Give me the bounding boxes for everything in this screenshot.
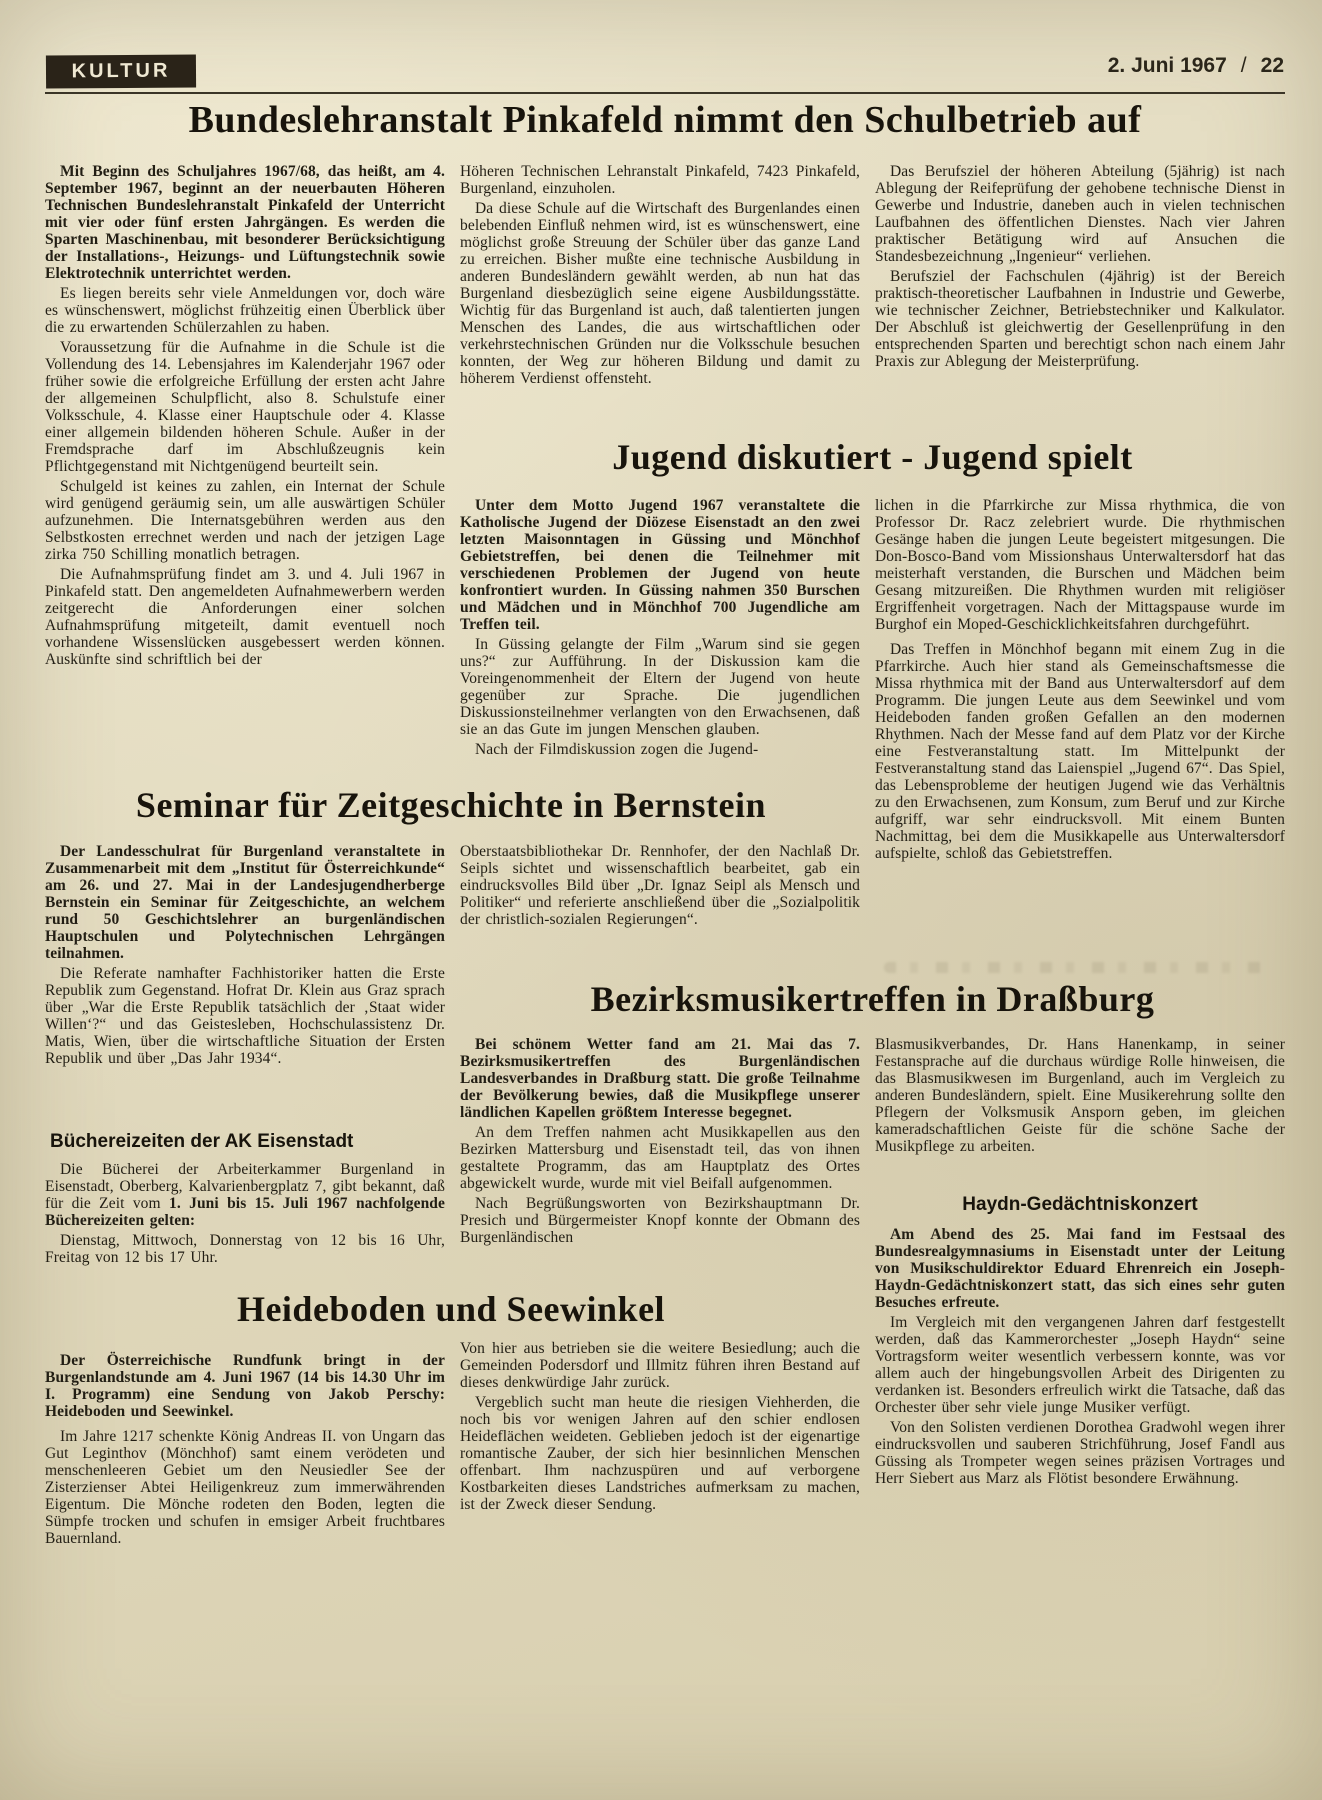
paragraph: Dienstag, Mittwoch, Donnerstag von 12 bis 16 Uhr, Freitag von 12 bis 17 Uhr. — [45, 1232, 445, 1266]
paragraph: Unter dem Motto Jugend 1967 veranstaltete die Katholische Jugend der Diözese Eisenstadt an den zwei letzten Maisonntagen in Güssing und Mönchhof Gebietstreffen, bei denen die Teilnehmer mit verschiedenen Problemen der Jugend von heute konfrontiert wurden. In Güssing nahmen 350 Burschen und Mädchen und in Mönchhof 700 Jugendliche am Treffen teil. — [460, 497, 860, 633]
article-heideboden-column-2 — [460, 1340, 860, 1516]
paragraph: Blasmusikverbandes, Dr. Hans Hanenkamp, in seiner Festansprache auf die durchaus würdige Rolle hinweisen, die das Blasmusikwesen im Burgenland, auch im Vergleich zu anderen Bundesländern, spielt. Eine Musikerehrung sollte den Pflegern der Volksmusik Ansporn geben, im gleichen kameradschaftlichen Geiste für die schöne Sache der Musikpflege zu arbeiten. — [875, 1036, 1285, 1155]
paragraph: Höheren Technischen Lehranstalt Pinkafeld, 7423 Pinkafeld, Burgenland, einzuholen. — [460, 163, 860, 197]
paragraph: Oberstaatsbibliothekar Dr. Rennhofer, der den Nachlaß Dr. Seipls sichtet und wissenschaftlich bearbeitet, gab ein eindrucksvolles Bild über „Dr. Ignaz Seipl als Mensch und Politiker“ und referierte anschließend über die „Sozialpolitik der christlich-sozialen Regierungen“. — [460, 843, 860, 928]
article-seminar-column-2 — [460, 843, 860, 931]
article-pinkafeld-column-1 — [45, 163, 445, 671]
paragraph: An dem Treffen nahmen acht Musikkapellen aus den Bezirken Mattersburg und Eisenstadt teil, das von ihnen gestaltete Programm, das am Hauptplatz des Ortes abgewickelt wurde, wurde mit viel Beifall aufgenommen. — [460, 1124, 860, 1192]
paragraph: Von hier aus betrieben sie die weitere Besiedlung; auch die Gemeinden Podersdorf und Illmitz führen ihren Bestand auf dieses denkwürdige Jahr zurück. — [460, 1340, 860, 1391]
headline-pinkafeld: Bundeslehranstalt Pinkafeld nimmt den Schulbetrieb auf — [188, 99, 1142, 141]
paragraph: Mit Beginn des Schuljahres 1967/68, das heißt, am 4. September 1967, beginnt an der neuerbauten Höheren Technischen Bundeslehranstalt Pinkafeld der Unterricht mit vier oder fünf ersten Jahrgängen. Es werden die Sparten Maschinenbau, mit besonderer Berücksichtigung der Installations-, Heizungs- und Lüftungstechnik sowie Elektrotechnik unterrichtet werden. — [45, 163, 445, 282]
headline-heideboden: Heideboden und Seewinkel — [236, 1289, 666, 1329]
paragraph: Das Berufsziel der höheren Abteilung (5jährig) ist nach Ablegung der Reifeprüfung der gehobene technische Dienst in Gewerbe und Industrie, daneben auch in vielen technischen Laufbahnen des öffentlichen Dienstes. Nach vier Jahren praktischer Betätigung wird auf Ansuchen die Standesbezeichnung „Ingenieur“ verliehen. — [875, 163, 1285, 265]
ink-smudge — [884, 962, 1264, 973]
article-heideboden-column-1 — [45, 1352, 445, 1550]
section-label: KULTUR — [71, 59, 171, 83]
paragraph: Von den Solisten verdienen Dorothea Gradwohl wegen ihrer eindrucksvollen und sauberen Strichführung, Josef Fandl aus Güssing als Trompeter wegen seines präzisen Vortrages und Herr Siebert aus Marz als Flötist besondere Erwähnung. — [875, 1419, 1285, 1487]
paragraph-text: Die Bücherei der Arbeiterkammer Burgenland in Eisenstadt, Oberberg, Kalvarienbergplatz 7, gibt bekannt, daß für die Zeit vom — [45, 1161, 445, 1212]
article-pinkafeld-column-3 — [875, 163, 1285, 373]
paragraph: lichen in die Pfarrkirche zur Missa rhythmica, die von Professor Dr. Racz zelebriert wurde. Die rhythmischen Gesänge haben die jungen Leute begeistert mitgesungen. Die Don-Bosco-Band vom Missionshaus Unterwaltersdorf hat das meisterhaft verstanden, die Burschen und Mädchen beim Gesang mitzureißen. Die Rhythmen wurden mit religiöser Ergriffenheit vorgetragen. Nach der Mittagspause wurde im Burghof ein Moped-Geschicklichkeitsfahren durchgeführt. — [875, 497, 1285, 633]
paragraph: Am Abend des 25. Mai fand im Festsaal des Bundesrealgymnasiums in Eisenstadt unter der Leitung von Musikschuldirektor Eduard Ehrenreich ein Joseph-Haydn-Gedächtniskonzert statt, das sich eines sehr guten Besuches erfreute. — [875, 1226, 1285, 1311]
paragraph: Die Referate namhafter Fachhistoriker hatten die Erste Republik zum Gegenstand. Hofrat Dr. Klein aus Graz sprach über „War die Erste Republik tatsächlich der ‚Staat wider Willen‘?“ und das Geistesleben, Hochschulassistenz Dr. Matis, Wien, über die wirtschaftliche Situation der Ersten Republik und über „Das Jahr 1934“. — [45, 965, 445, 1067]
article-seminar-column-1 — [45, 843, 445, 1070]
paragraph-bold-text: 1. Juni bis 15. Juli 1967 nachfolgende Büchereizeiten gelten: — [45, 1195, 445, 1229]
paragraph: Das Treffen in Mönchhof begann mit einem Zug in die Pfarrkirche. Auch hier stand als Gemeinschaftsmesse die Missa rhythmica mit der Band aus Unterwaltersdorf auf dem Programm. Die jungen Leute aus dem Seewinkel und vom Heideboden fanden großen Gefallen an den modernen Rhythmen. Nach der Messe fand auf dem Platz vor der Kirche eine Festveranstaltung statt. Im Mittelpunkt der Festveranstaltung stand das Laienspiel „Jugend 67“. Das Spiel, das Lebensprobleme der heutigen Jugend wie das Verhältnis zu den Erwachsenen, zum Konsum, zum Beruf und zur Kirche aufgriff, war sehr eindrucksvoll. Mit einem Bunten Nachmittag, bei dem die Musikkapelle aus Unterwaltersdorf aufspielte, schloß das Gebietstreffen. — [875, 641, 1285, 862]
article-bezirksmusik-column-2 — [875, 1036, 1285, 1158]
date-separator: / — [1240, 54, 1247, 77]
header-rule — [45, 92, 1285, 94]
article-jugend-column-1 — [460, 497, 860, 761]
article-jugend-column-2 — [875, 497, 1285, 865]
paragraph: Bei schönem Wetter fand am 21. Mai das 7. Bezirksmusikertreffen des Burgenländischen Landesverbandes in Draßburg statt. Die große Teilnahme der Bevölkerung bewies, daß die Musikpflege unserer ländlichen Kapellen größtem Interesse begegnet. — [460, 1036, 860, 1121]
paragraph: In Güssing gelangte der Film „Warum sind sie gegen uns?“ zur Aufführung. In der Diskussion kam die Voreingenommenheit der Eltern der Jugend von heute gegenüber zur Sprache. Die jugendlichen Diskussionsteilnehmer verlangten von den Erwachsenen, daß sie an das Gute im jungen Menschen glauben. — [460, 636, 860, 738]
headline-jugend: Jugend diskutiert - Jugend spielt — [612, 437, 1133, 477]
paragraph: Berufsziel der Fachschulen (4jährig) ist der Bereich praktisch-theoretischer Laufbahnen in Industrie und Gewerbe, wie technischer Zeichner, Betriebstechniker und Kalkulator. Der Abschluß ist gleichwertig der Gesellenprüfung in den entsprechenden Sparten und berechtigt schon nach einem Jahr Praxis zur Ablegung der Meisterprüfung. — [875, 268, 1285, 370]
paragraph: Der Landesschulrat für Burgenland veranstaltete in Zusammenarbeit mit dem „Institut für Österreichkunde“ am 26. und 27. Mai in der Landesjugendherberge Bernstein ein Seminar für Zeitgeschichte, an welchem rund 50 Geschichtslehrer an burgenländischen Hauptschulen und Polytechnischen Lehrgängen teilnahmen. — [45, 843, 445, 962]
paragraph: Nach der Filmdiskussion zogen die Jugend- — [475, 741, 759, 758]
paragraph: Da diese Schule auf die Wirtschaft des Burgenlandes einen belebenden Einfluß nehmen wird, ist es wünschenswert, eine möglichst große Streuung der Schüler über das ganze Land zu erreichen. Bisher mußte eine technische Ausbildung in anderen Bundesländern gewählt werden, ab nun hat das Burgenland diesbezüglich seine eigene Ausbildungsstätte. Wichtig für das Burgenland ist auch, daß talentierten jungen Menschen des Landes, die aus wirtschaftlichen oder verkehrstechnischen Gründen nur die Volksschule besuchen konnten, der Weg zur höheren Bildung und damit zu höherem Verdienst offensteht. — [460, 200, 860, 387]
headline-seminar: Seminar für Zeitgeschichte in Bernstein — [135, 785, 767, 825]
paragraph: Im Jahre 1217 schenkte König Andreas II. von Ungarn das Gut Leginthov (Mönchhof) samt einem verödeten und menschenleeren Gebiet um den Neusiedler See der Zisterzienser Abtei Heiligenkreuz zum immerwährenden Eigentum. Die Mönche rodeten den Boden, legten die Sümpfe trocken und schufen in emsiger Arbeit fruchtbares Bauernland. — [45, 1428, 445, 1547]
headline-bezirksmusik: Bezirksmusikertreffen in Draßburg — [590, 979, 1155, 1019]
headline-buecherei: Büchereizeiten der AK Eisenstadt — [50, 1131, 354, 1152]
article-bezirksmusik-column-1 — [460, 1036, 860, 1249]
paragraph: Die Aufnahmsprüfung findet am 3. und 4. Juli 1967 in Pinkafeld statt. Den angemeldeten Aufnahmewerbern werden zeitgerecht die Anforderungen einer solchen Aufnahmsprüfung mitgeteilt, damit eventuell noch vorhandene Wissenslücken ausgebessert werden können. Auskünfte sind schriftlich bei der — [45, 566, 445, 668]
page-number: 22 — [1260, 54, 1284, 77]
paragraph: Es liegen bereits sehr viele Anmeldungen vor, doch wäre es wünschenswert, möglichst frühzeitig einen Überblick über die zu erwartenden Schülerzahlen zu haben. — [45, 285, 445, 336]
paragraph: Voraussetzung für die Aufnahme in die Schule ist die Vollendung des 14. Lebensjahres im Kalenderjahr 1967 oder früher sowie die erfolgreiche Erfüllung der ersten acht Jahre der allgemeinen Schulpflicht, also 8. Schulstufe einer Volksschule, 4. Klasse einer Hauptschule oder 4. Klasse einer allgemein bildenden höheren Schule. Außer in der Fremdsprache darf im Abschlußzeugnis kein Pflichtgegenstand mit Nichtgenügend beurteilt sein. — [45, 339, 445, 475]
article-buecherei-column-1 — [45, 1161, 445, 1269]
paragraph: Nach Begrüßungsworten von Bezirkshauptmann Dr. Presich und Bürgermeister Knopf konnte der Obmann des Burgenländischen — [460, 1195, 860, 1246]
paragraph — [45, 1161, 445, 1229]
date-text: 2. Juni 1967 — [1107, 54, 1227, 77]
section-badge — [46, 54, 196, 88]
article-haydn-column-1 — [875, 1226, 1285, 1490]
dateline — [1108, 54, 1284, 78]
paragraph: Vergeblich sucht man heute die riesigen Viehherden, die noch bis vor wenigen Jahren auf den schier endlosen Heideflächen weideten. Geblieben jedoch ist der eigenartige romantische Zauber, der sich hier besinnlichen Menschen offenbart. Ihm nachzuspüren und auf verborgene Kostbarkeiten dieses Landstriches aufmerksam zu machen, ist der Zweck dieser Sendung. — [460, 1394, 860, 1513]
headline-haydn: Haydn-Gedächtniskonzert — [962, 1194, 1198, 1215]
paragraph: Der Österreichische Rundfunk bringt in der Burgenlandstunde am 4. Juni 1967 (14 bis 14.30 Uhr im I. Programm) eine Sendung von Jakob Perschy: Heideboden und Seewinkel. — [45, 1352, 445, 1420]
paragraph: Im Vergleich mit den vergangenen Jahren darf festgestellt werden, daß das Kammerorchester „Joseph Haydn“ seine Vortragsform weiter wesentlich verbessern konnte, was vor allem auch der hingebungsvollen Arbeit des Dirigenten zu verdanken ist. Besonders erfreulich wirkt die Tatsache, daß das Orchester über sehr viele junge Musiker verfügt. — [875, 1314, 1285, 1416]
paragraph: Schulgeld ist keines zu zahlen, ein Internat der Schule wird genügend geräumig sein, um alle auswärtigen Schüler aufzunehmen. Die Internatsgebühren werden aus den Selbstkosten errechnet werden und nach der jetzigen Lage zirka 750 Schilling monatlich betragen. — [45, 478, 445, 563]
article-pinkafeld-column-2 — [460, 163, 860, 390]
